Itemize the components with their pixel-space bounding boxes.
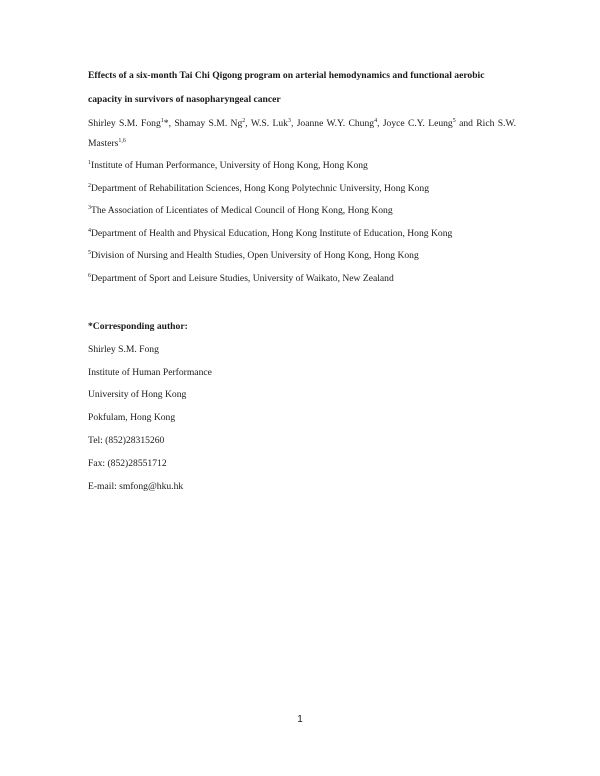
affiliation-text: Department of Health and Physical Education, Hong Kong Institute of Education, Hong Kong <box>91 227 453 239</box>
author-name: W.S. Luk <box>250 118 288 129</box>
author-separator: , <box>290 118 297 129</box>
author-affiliation-sup: 2 <box>242 118 246 124</box>
author-affiliation-sup: 5 <box>452 118 456 124</box>
affiliation-item <box>88 223 452 246</box>
affiliation-item <box>88 268 452 291</box>
corresponding-name: Shirley S.M. Fong <box>88 343 159 355</box>
corresponding-email: E-mail: smfong@hku.hk <box>88 480 184 492</box>
affiliation-item <box>88 155 452 178</box>
affiliation-item <box>88 200 452 223</box>
affiliation-list <box>88 155 452 291</box>
author-separator: , <box>377 118 383 129</box>
author-name: Joanne W.Y. Chung <box>296 118 375 129</box>
corresponding-author-block <box>88 316 212 498</box>
paper-title: Effects of a six-month Tai Chi Qigong program on arterial hemodynamics and functional aerobic capacity in survivors of nasopharyngeal cancer <box>88 70 485 105</box>
author-separator: , <box>245 118 251 129</box>
affiliation-number: 5 <box>88 250 91 257</box>
affiliation-item <box>88 178 452 201</box>
affiliation-text: The Association of Licentiates of Medical Council of Hong Kong, Hong Kong <box>91 205 393 217</box>
author-name: Rich S.W. Masters <box>88 118 517 149</box>
corresponding-address: Pokfulam, Hong Kong <box>88 412 176 424</box>
author-name: Shamay S.M. Ng <box>174 118 243 129</box>
author-affiliation-sup: 4 <box>374 118 378 124</box>
affiliation-number: 6 <box>88 272 91 279</box>
affiliation-number: 3 <box>88 205 91 212</box>
corresponding-fax: Fax: (852)28551712 <box>88 457 167 469</box>
author-separator: and <box>455 118 477 129</box>
affiliation-number: 2 <box>88 182 91 189</box>
author-affiliation-sup: 3 <box>287 118 291 124</box>
affiliation-item <box>88 245 452 268</box>
corresponding-author-heading: *Corresponding author: <box>88 321 188 332</box>
author-name: Shirley S.M. Fong <box>88 118 161 129</box>
corresponding-institute: Institute of Human Performance <box>88 366 212 378</box>
author-affiliation-sup: 1 <box>160 118 164 124</box>
author-affiliation-sup: 1,6 <box>118 138 126 144</box>
corresponding-university: University of Hong Kong <box>88 389 187 401</box>
affiliation-text: Department of Sport and Leisure Studies, University of Waikato, New Zealand <box>91 272 394 284</box>
page-number: 1 <box>297 714 303 725</box>
corresponding-tel: Tel: (852)28315260 <box>88 434 165 446</box>
affiliation-number: 1 <box>88 160 91 166</box>
affiliation-text: Division of Nursing and Health Studies, Open University of Hong Kong, Hong Kong <box>91 250 419 262</box>
affiliation-text: Department of Rehabilitation Sciences, Hong Kong Polytechnic University, Hong Kong <box>91 182 430 194</box>
author-name: Joyce C.Y. Leung <box>382 118 453 129</box>
affiliation-text: Institute of Human Performance, University of Hong Kong, Hong Kong <box>91 160 368 171</box>
author-corresponding-mark: * <box>163 118 169 129</box>
affiliation-number: 4 <box>88 227 91 234</box>
author-separator: , <box>168 118 175 129</box>
author-list <box>88 114 516 154</box>
